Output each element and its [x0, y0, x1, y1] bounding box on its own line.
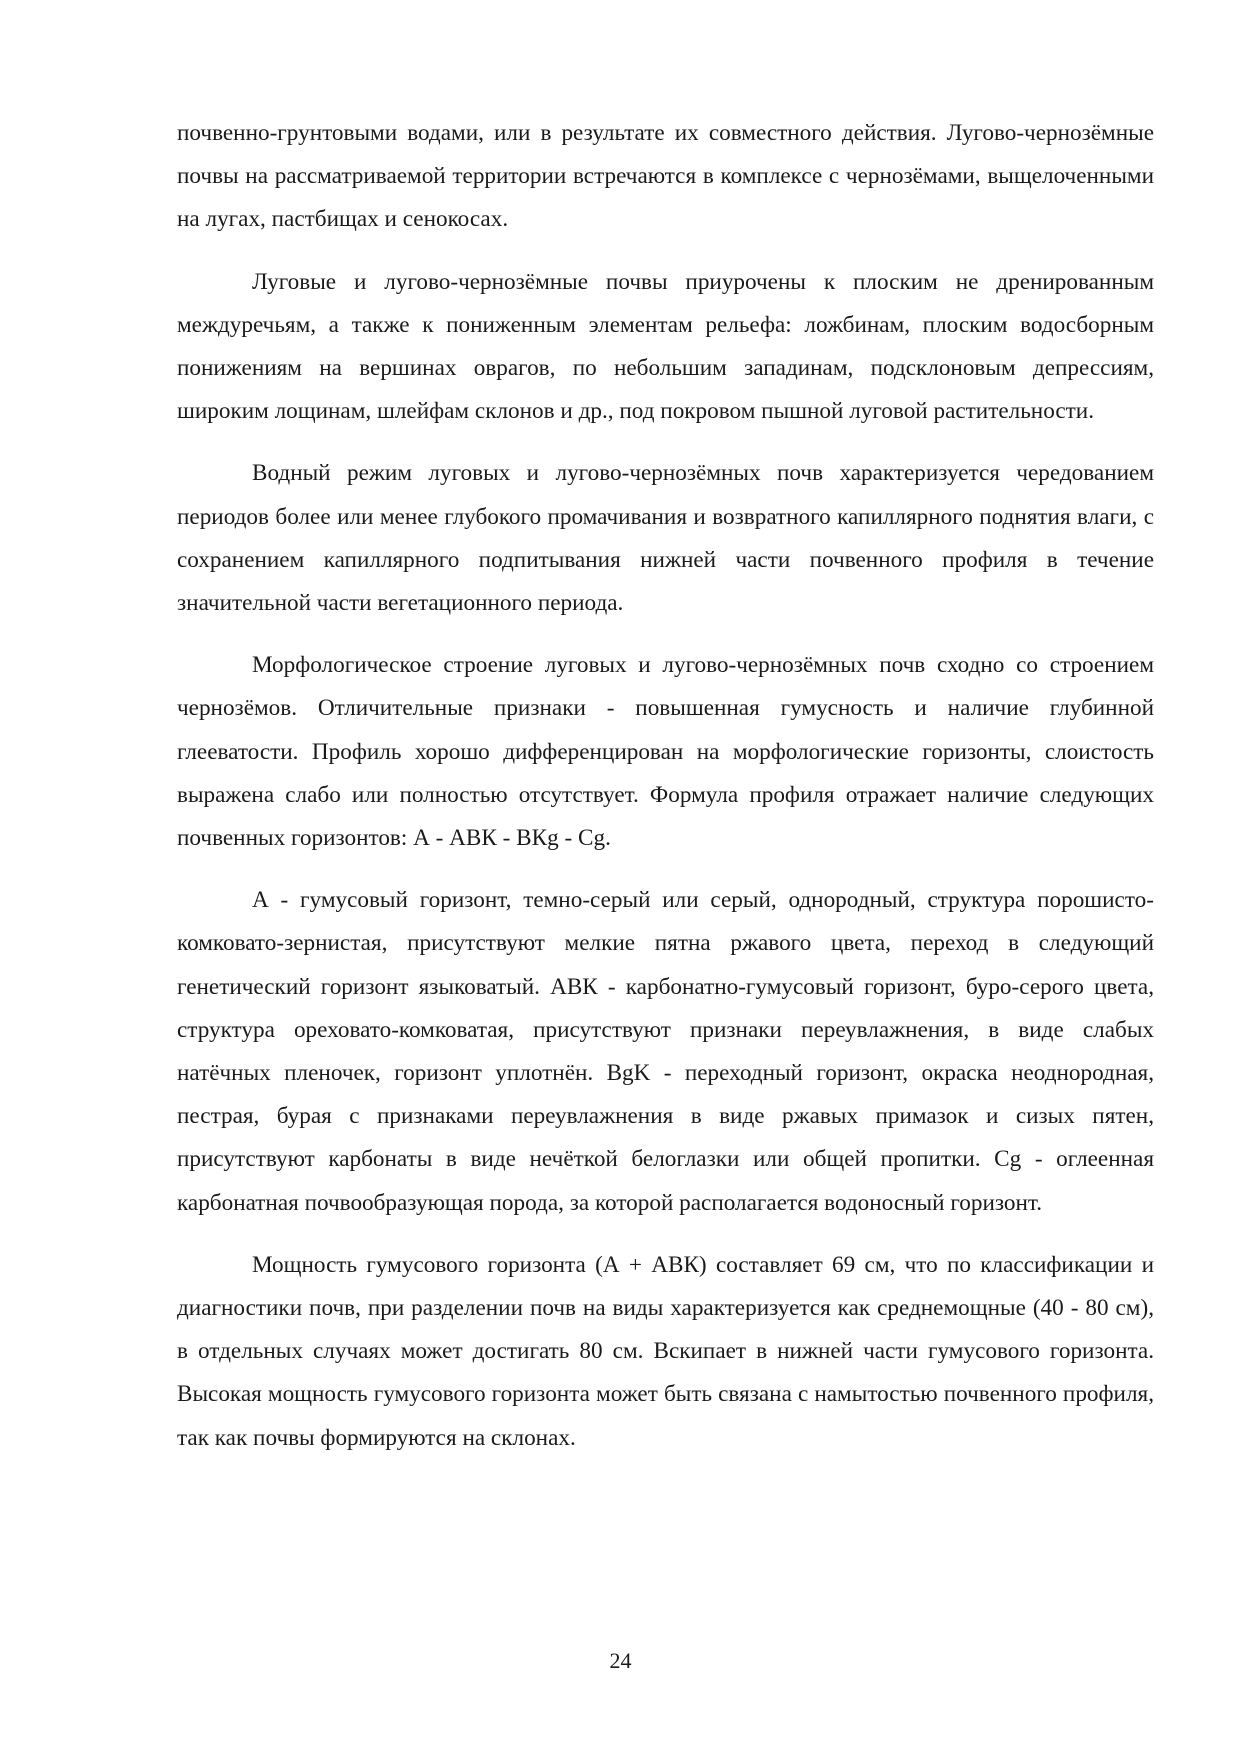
paragraph-continuation: почвенно-грунтовыми водами, или в результате их совместного действия. Лугово-чернозёмные почвы на рассматриваемой территории встречаются в комплексе с чернозёмами, выщелоченными на лугах, пастбищах и сенокосах.	[177, 120, 1154, 233]
paragraph-horizons: А - гумусовый горизонт, темно-серый или серый, однородный, структура порошисто-комковато-зернистая, присутствуют мелкие пятна ржавого цвета, переход в следующий генетический горизонт языковатый. АВК - карбонатно-гумусовый горизонт, буро-серого цвета, структура ореховато-комковатая, присутствуют признаки переувлажнения, в виде слабых натёчных пленочек, горизонт уплотнён. BgK - переходный горизонт, окраска неоднородная, пестрая, бурая с признаками переувлажнения в виде ржавых примазок и сизых пятен, присутствуют карбонаты в виде нечёткой белоглазки или общей пропитки. Cg - оглеенная карбонатная почвообразующая порода, за которой располагается водоносный горизонт.	[177, 887, 1154, 1216]
paragraph-humus-thickness: Мощность гумусового горизонта (А + АВК) составляет 69 см, что по классификации и диагностики почв, при разделении почв на виды характеризуется как среднемощные (40 - 80 см), в отдельных случаях может достигать 80 см. Вскипает в нижней части гумусового горизонта. Высокая мощность гумусового горизонта может быть связана с намытостью почвенного профиля, так как почвы формируются на склонах.	[177, 1251, 1154, 1451]
body-text	[177, 112, 1154, 1479]
paragraph-meadow-soils-location: Луговые и лугово-чернозёмные почвы приурочены к плоским не дренированным междуречьям, а также к пониженным элементам рельефа: ложбинам, плоским водосборным понижениям на вершинах оврагов, по небольшим западинам, подсклоновым депрессиям, широким лощинам, шлейфам склонов и др., под покровом пышной луговой растительности.	[177, 268, 1154, 425]
paragraph-water-regime: Водный режим луговых и лугово-чернозёмных почв характеризуется чередованием периодов более или менее глубокого промачивания и возвратного капиллярного поднятия влаги, с сохранением капиллярного подпитывания нижней части почвенного профиля в течение значительной части вегетационного периода.	[177, 460, 1154, 617]
paragraph-morphology: Морфологическое строение луговых и лугово-чернозёмных почв сходно со строением чернозёмов. Отличительные признаки - повышенная гумусность и наличие глубинной глееватости. Профиль хорошо дифференцирован на морфологические горизонты, слоистость выражена слабо или полностью отсутствует. Формула профиля отражает наличие следующих почвенных горизонтов: А - АВК - ВКg - Сg.	[177, 652, 1154, 852]
page-number: 24	[609, 1648, 632, 1673]
